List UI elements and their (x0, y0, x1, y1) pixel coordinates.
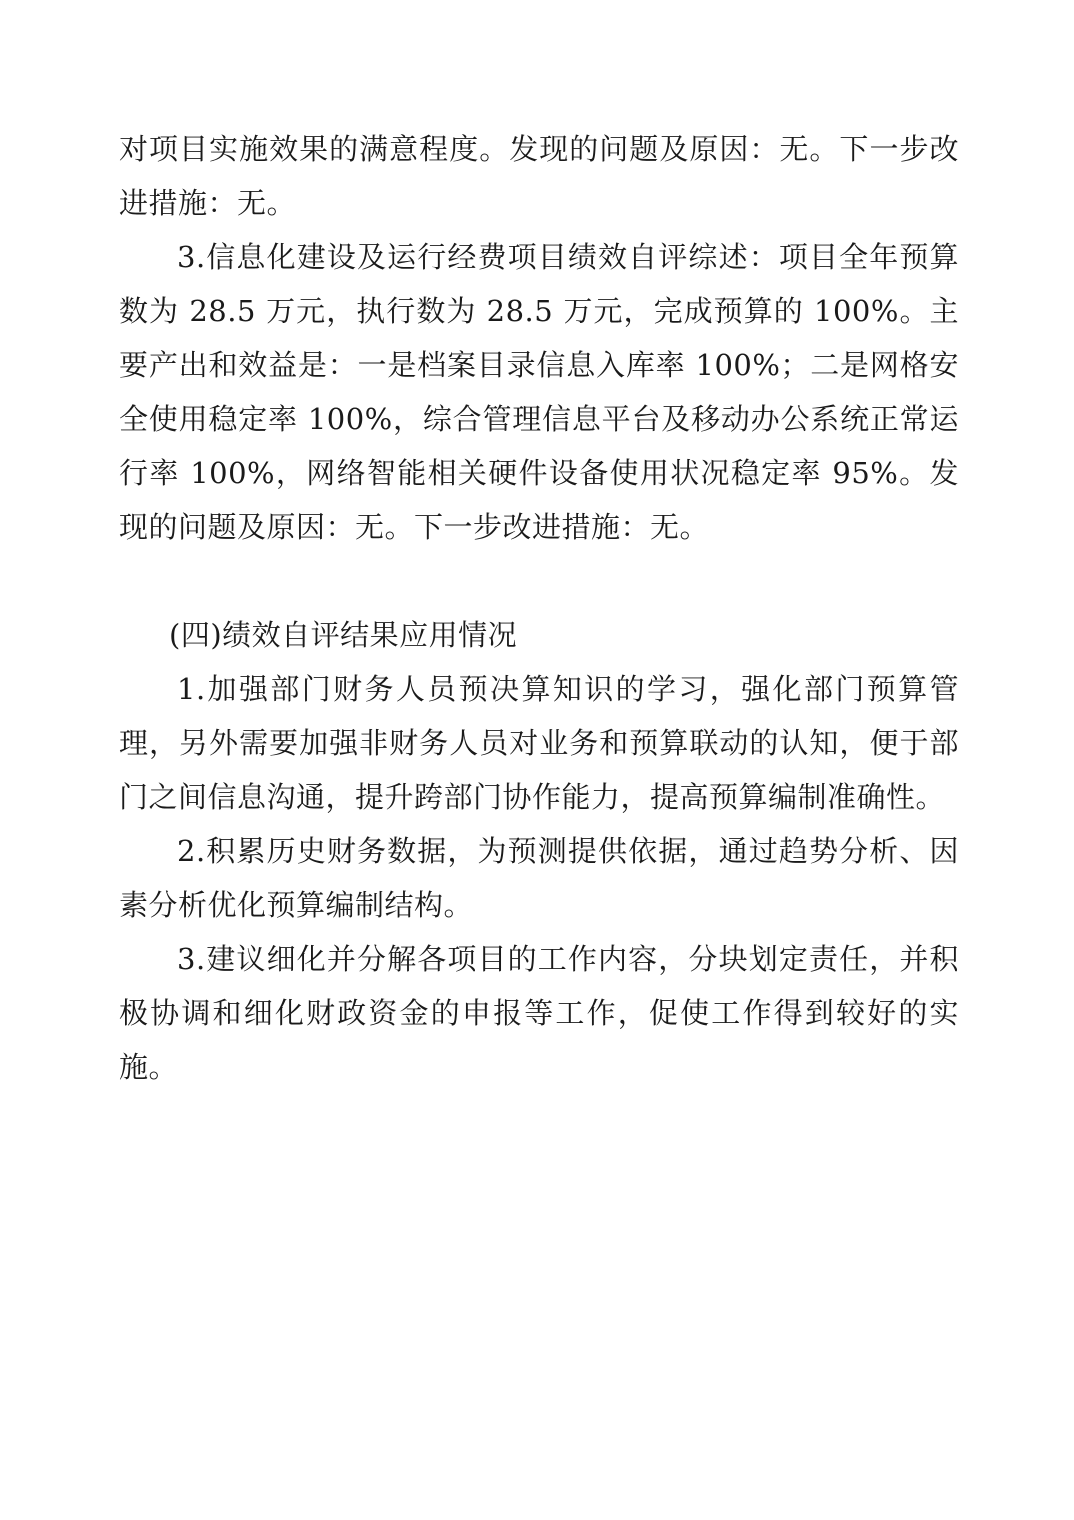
section-heading: (四)绩效自评结果应用情况 (169, 618, 518, 652)
paragraph-it-project-summary: 3.信息化建设及运行经费项目绩效自评综述：项目全年预算数为 28.5 万元，执行数为 28.5 万元，完成预算的 100%。主要产出和效益是：一是档案目录信息入库率 100%；二是网格安全使用稳定率 100%，综合管理信息平台及移动办公系统正常运行率 100%，网络智能相关硬件设备使用状况稳定率 95%。发现的问题及原因：无。下一步改进措施：无。 (119, 240, 959, 544)
section-item-2: 2.积累历史财务数据，为预测提供依据，通过趋势分析、因素分析优化预算编制结构。 (119, 834, 959, 922)
section-item-3: 3.建议细化并分解各项目的工作内容，分块划定责任，并积极协调和细化财政资金的申报等工作，促使工作得到较好的实施。 (119, 942, 959, 1084)
paragraph-continuation: 对项目实施效果的满意程度。发现的问题及原因：无。下一步改进措施：无。 (119, 132, 959, 220)
document-body (119, 122, 959, 1094)
section-item-1: 1.加强部门财务人员预决算知识的学习，强化部门预算管理，另外需要加强非财务人员对业务和预算联动的认知，便于部门之间信息沟通，提升跨部门协作能力，提高预算编制准确性。 (119, 672, 959, 814)
